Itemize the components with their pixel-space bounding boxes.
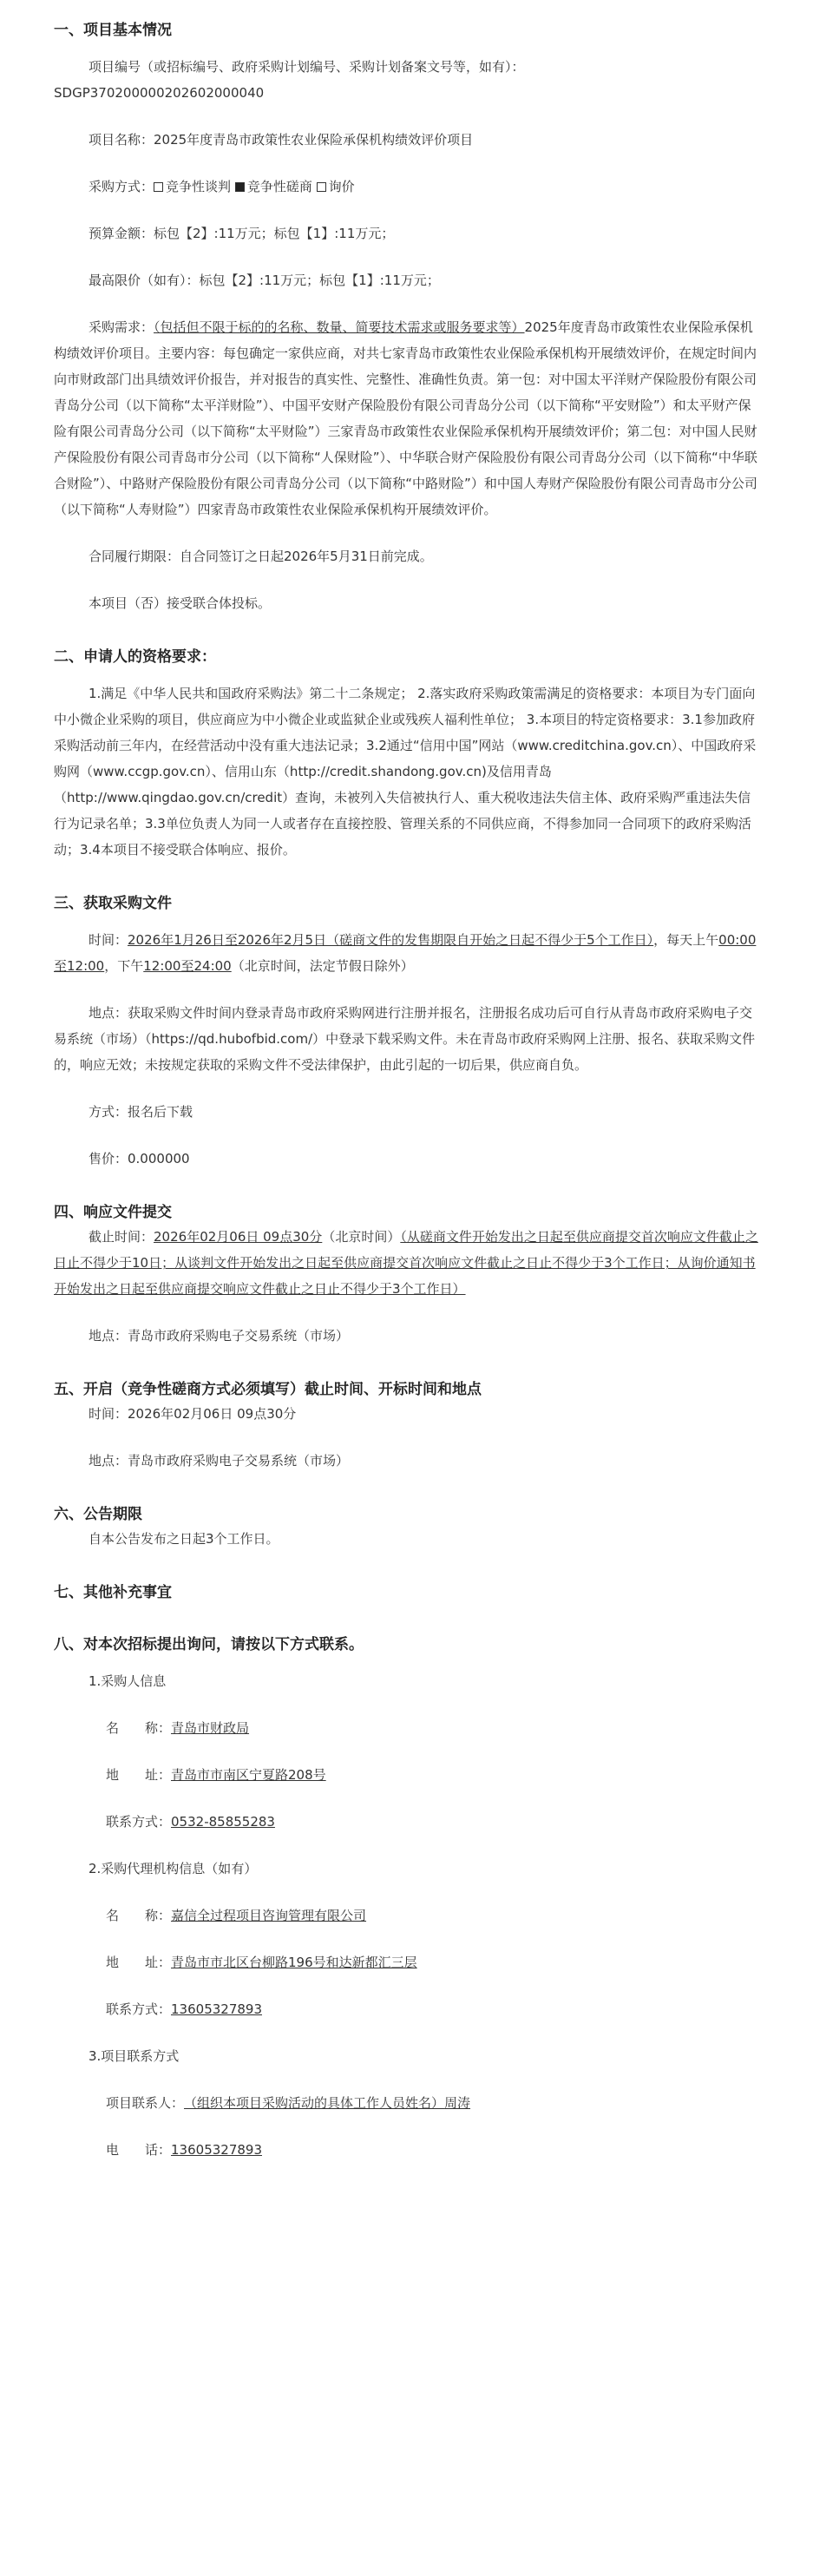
agency-info-heading: 2.采购代理机构信息（如有） [89, 1861, 258, 1876]
purchaser-address-row [106, 1762, 813, 1788]
purchaser-address: 青岛市市南区宁夏路208号 [171, 1767, 326, 1783]
obtain-time-afternoon-label: ，下午 [104, 958, 144, 974]
purchaser-address-label: 地 址： [106, 1767, 172, 1783]
project-name: 项目名称：2025年度青岛市政策性农业保险承保机构绩效评价项目 [89, 132, 474, 148]
section-title-obtain-documents: 三、获取采购文件 [54, 895, 172, 912]
qualification-requirements: 1.满足《中华人民共和国政府采购法》第二十二条规定； 2.落实政府采购政策需满足的资格要求：本项目为专门面向中小微企业采购的项目，供应商应为中小微企业或监狱企业或残疾人福利性单位； 3.本项目的特定资格要求：3.1参加政府采购活动前三年内，在经营活动中没有重大违法记录；3.2通过“信用中国”网站（www.creditchina.gov.cn）、中国政府采购网（www.ccgp.gov.cn）、信用山东（http://credit.shandong.gov.cn)及信用青岛（http://www.qingdao.gov.cn/credit）查询，未被列入失信被执行人、重大税收违法失信主体、政府采购严重违法失信行为记录名单；3.3单位负责人为同一人或者存在直接控股、管理关系的不同供应商，不得参加同一合同项下的政府采购活动；3.4本项目不接受联合体响应、报价。 [54, 686, 757, 858]
submission-place: 地点：青岛市政府采购电子交易系统（市场） [89, 1328, 350, 1344]
project-contact-person-row [106, 2090, 813, 2116]
purchaser-name-row [106, 1715, 813, 1741]
budget-amount: 预算金额：标包【2】:11万元；标包【1】:11万元； [89, 226, 395, 241]
project-code-label: 项目编号（或招标编号、政府采购计划编号、采购计划备案文号等，如有）： [89, 59, 525, 75]
opening-place: 地点：青岛市政府采购电子交易系统（市场） [89, 1453, 350, 1469]
obtain-time-morning-label: ，每天上午 [653, 932, 719, 948]
purchaser-name-label: 名 称： [106, 1720, 172, 1736]
agency-address-row [106, 1949, 813, 1975]
consortium-statement: 本项目（否）接受联合体投标。 [89, 595, 272, 611]
agency-address-label: 地 址： [106, 1955, 172, 1970]
requirements-note: （包括但不限于标的的名称、数量、简要技术需求或服务要求等） [154, 319, 525, 335]
notice-period-text: 自本公告发布之日起3个工作日。 [89, 1531, 279, 1547]
deadline-note: （从磋商文件开始发出之日起至供应商提交首次响应文件截止之日止不得少于10日；从谈判文件开始发出之日起至供应商提交首次响应文件截止之日止不得少于3个工作日；从询价通知书开始发出之日起至供应商提交响应文件截止之日止不得少于3个工作日） [54, 1229, 758, 1297]
project-code-value: SDGP370200000202602000040 [54, 85, 265, 101]
requirements-text: 2025年度青岛市政策性农业保险承保机构绩效评价项目。主要内容：每包确定一家供应商，对共七家青岛市政策性农业保险承保机构开展绩效评价，在规定时间内向市财政部门出具绩效评价报告，并对报告的真实性、完整性、准确性负责。第一包：对中国太平洋财产保险股份有限公司青岛分公司（以下简称“太平洋财险”）、中国平安财产保险股份有限公司青岛分公司（以下简称“平安财险”）和太平财产保险有限公司青岛分公司（以下简称“太平财险”）三家青岛市政策性农业保险承保机构开展绩效评价；第二包：对中国人民财产保险股份有限公司青岛市分公司（以下简称“人保财险”）、中华联合财产保险股份有限公司青岛分公司（以下简称“中华联合财险”）、中路财产保险股份有限公司青岛分公司（以下简称“中路财险”）和中国人寿财产保险股份有限公司青岛市分公司（以下简称“人寿财险”）四家青岛市政策性农业保险承保机构开展绩效评价。 [54, 319, 757, 517]
unchecked-box-icon [154, 182, 163, 192]
obtain-time-morning: 00:00至12:00 [54, 932, 757, 974]
obtain-place: 地点：获取采购文件时间内登录青岛市政府采购网进行注册并报名，注册报名成功后可自行从青岛市政府采购电子交易系统（市场）（https://qd.hubofbid.com/）中登录下载采购文件。未在青岛市政府采购网上注册、报名、获取采购文件的，响应无效；未按规定获取的采购文件不受法律保护，由此引起的一切后果，供应商自负。 [54, 1005, 756, 1073]
contract-period: 合同履行期限：自合同签订之日起2026年5月31日前完成。 [89, 549, 433, 564]
method-option-inquiry: 询价 [328, 179, 355, 194]
deadline-value: 2026年02月06日 09点30分 [154, 1229, 323, 1245]
checked-box-icon [235, 182, 245, 192]
obtain-time [54, 927, 761, 979]
agency-name-row [106, 1902, 813, 1929]
obtain-time-period: 2026年1月26日至2026年2月5日（磋商文件的发售期限自开始之日起不得少于5个工作日） [128, 932, 654, 948]
purchaser-phone: 0532-85855283 [171, 1814, 275, 1830]
project-contact-person-label: 项目联系人： [106, 2095, 185, 2111]
agency-name-label: 名 称： [106, 1908, 172, 1923]
deadline-timezone: （北京时间） [322, 1229, 401, 1245]
project-contact-heading: 3.项目联系方式 [89, 2048, 180, 2064]
section-title-other-matters: 七、其他补充事宜 [54, 1584, 172, 1601]
project-contact-phone: 13605327893 [171, 2142, 262, 2158]
purchaser-phone-label: 联系方式： [106, 1814, 172, 1830]
agency-phone-row [106, 1996, 813, 2022]
method-option-consultation: 竞争性磋商 [246, 179, 312, 194]
obtain-time-note: （北京时间，法定节假日除外） [231, 958, 414, 974]
purchaser-name: 青岛市财政局 [171, 1720, 250, 1736]
section-title-opening: 五、开启（竞争性磋商方式必须填写）截止时间、开标时间和地点 [54, 1381, 482, 1398]
project-contact-person-note: （组织本项目采购活动的具体工作人员姓名） [184, 2095, 445, 2111]
method-option-negotiation: 竞争性谈判 [166, 179, 232, 194]
project-contact-phone-label: 电 话： [106, 2142, 172, 2158]
section-title-submission: 四、响应文件提交 [54, 1204, 172, 1221]
max-price: 最高限价（如有）：标包【2】:11万元；标包【1】:11万元； [89, 273, 440, 288]
document-price: 售价：0.000000 [89, 1151, 190, 1166]
agency-phone-label: 联系方式： [106, 2001, 172, 2017]
unchecked-box-icon [317, 182, 326, 192]
section-title-notice-period: 六、公告期限 [54, 1506, 142, 1523]
procurement-method [54, 174, 761, 200]
obtain-time-label: 时间： [89, 932, 128, 948]
section-title-contact: 八、对本次招标提出询问，请按以下方式联系。 [54, 1636, 364, 1653]
purchaser-phone-row [106, 1809, 813, 1835]
obtain-mode: 方式：报名后下载 [89, 1104, 193, 1120]
procurement-method-label: 采购方式： [89, 179, 154, 194]
project-contact-phone-row [106, 2137, 813, 2163]
section-title-qualifications: 二、申请人的资格要求： [54, 648, 216, 666]
obtain-time-afternoon: 12:00至24:00 [143, 958, 232, 974]
submission-deadline [54, 1224, 761, 1302]
section-title-basic-info: 一、项目基本情况 [54, 22, 172, 39]
project-contact-person: 周涛 [444, 2095, 471, 2111]
agency-name: 嘉信全过程项目咨询管理有限公司 [171, 1908, 367, 1923]
opening-time: 时间：2026年02月06日 09点30分 [89, 1406, 297, 1422]
deadline-label: 截止时间： [89, 1229, 154, 1245]
agency-phone: 13605327893 [171, 2001, 262, 2017]
procurement-requirements [54, 314, 761, 522]
agency-address: 青岛市市北区台柳路196号和达新都汇三层 [171, 1955, 417, 1970]
purchaser-info-heading: 1.采购人信息 [89, 1673, 167, 1689]
requirements-label: 采购需求： [89, 319, 154, 335]
